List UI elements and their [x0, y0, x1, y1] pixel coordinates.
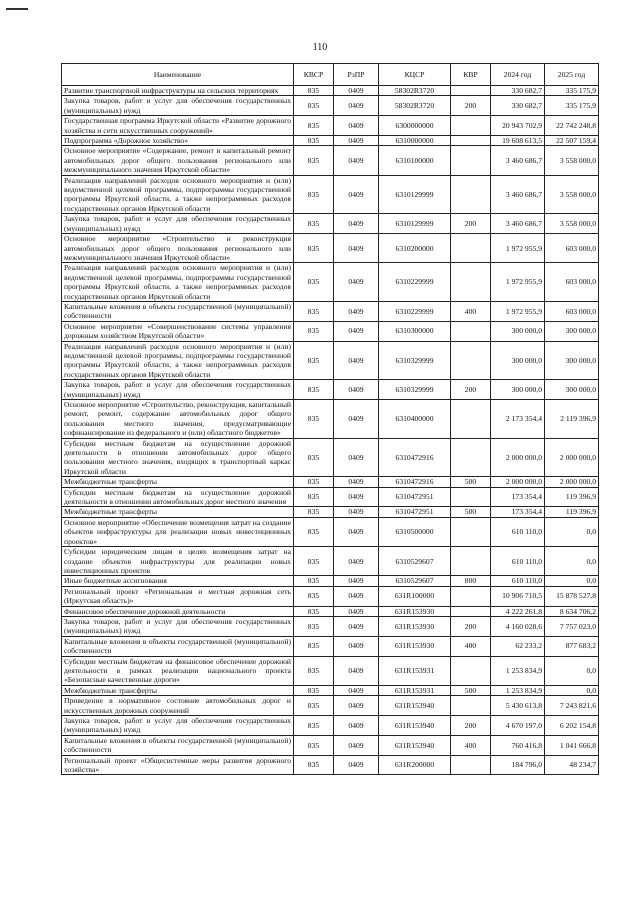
row-kvr: [451, 400, 491, 439]
row-name: Региональный проект «Региональная и местная дорожная сеть (Иркутская область)»: [62, 586, 294, 606]
row-kvr: 200: [451, 616, 491, 636]
row-value-2024: 184 796,0: [491, 755, 545, 775]
row-rzpr: 0409: [334, 616, 379, 636]
row-rzpr: 0409: [334, 576, 379, 586]
budget-table: [61, 63, 599, 775]
table-row: [62, 400, 599, 439]
row-kcsr: 6310129999: [379, 214, 451, 234]
row-kvsr: 835: [294, 547, 334, 576]
row-kvsr: 835: [294, 341, 334, 380]
row-value-2024: 1 972 955,9: [491, 301, 545, 321]
row-value-2024: 3 460 686,7: [491, 214, 545, 234]
row-kvr: [451, 263, 491, 302]
row-kvsr: 835: [294, 301, 334, 321]
row-kcsr: 6310000000: [379, 136, 451, 146]
table-row: [62, 234, 599, 263]
row-value-2025: 877 683,2: [545, 636, 599, 656]
row-kvr: 500: [451, 685, 491, 695]
row-rzpr: 0409: [334, 656, 379, 685]
row-name: Закупка товаров, работ и услуг для обеспечения государственных (муниципальных) нужд: [62, 214, 294, 234]
table-row: [62, 507, 599, 517]
table-row: [62, 175, 599, 214]
row-rzpr: 0409: [334, 685, 379, 695]
row-rzpr: 0409: [334, 606, 379, 616]
table-row: [62, 96, 599, 116]
row-value-2025: 300 000,0: [545, 321, 599, 341]
row-kcsr: 6310472951: [379, 487, 451, 507]
row-rzpr: 0409: [334, 755, 379, 775]
row-rzpr: 0409: [334, 507, 379, 517]
table-row: [62, 547, 599, 576]
row-kvsr: 835: [294, 214, 334, 234]
row-kcsr: 58302R3720: [379, 96, 451, 116]
row-name: Основное мероприятие «Строительство и реконструкция автомобильных дорог общего пользования регионального или межмуниципального значения Иркутской области»: [62, 234, 294, 263]
row-value-2024: 20 943 702,9: [491, 116, 545, 136]
row-kvr: 800: [451, 576, 491, 586]
row-kcsr: 631R153931: [379, 656, 451, 685]
row-rzpr: 0409: [334, 234, 379, 263]
row-name: Основное мероприятие «Содержание, ремонт и капитальный ремонт автомобильных дорог общего пользования регионального или межмуниципального значения Иркутской области»: [62, 146, 294, 175]
row-name: Развитие транспортной инфраструктуры на сельских территориях: [62, 86, 294, 96]
row-kcsr: 631R100000: [379, 586, 451, 606]
row-kvr: [451, 696, 491, 716]
row-value-2025: 603 000,0: [545, 301, 599, 321]
table-row: [62, 656, 599, 685]
row-kvr: [451, 321, 491, 341]
row-value-2024: 1 972 955,9: [491, 234, 545, 263]
row-kvr: 200: [451, 380, 491, 400]
row-kvsr: 835: [294, 400, 334, 439]
row-rzpr: 0409: [334, 136, 379, 146]
row-kvr: 500: [451, 507, 491, 517]
row-name: Капитальные вложения в объекты государственной (муниципальной) собственности: [62, 301, 294, 321]
row-kvsr: 835: [294, 517, 334, 546]
row-kvsr: 835: [294, 685, 334, 695]
table-row: [62, 755, 599, 775]
row-name: Государственная программа Иркутской области «Развитие дорожного хозяйства и сети искусственных сооружений»: [62, 116, 294, 136]
row-kvr: [451, 586, 491, 606]
row-kvr: [451, 438, 491, 477]
row-rzpr: 0409: [334, 400, 379, 439]
row-kvsr: 835: [294, 636, 334, 656]
row-kcsr: 6310100000: [379, 146, 451, 175]
table-row: [62, 438, 599, 477]
row-rzpr: 0409: [334, 735, 379, 755]
row-rzpr: 0409: [334, 116, 379, 136]
row-kcsr: 6310200000: [379, 234, 451, 263]
row-kcsr: 6310300000: [379, 321, 451, 341]
table-row: [62, 116, 599, 136]
row-rzpr: 0409: [334, 341, 379, 380]
row-value-2025: 603 000,0: [545, 263, 599, 302]
header-kvr: КВР: [451, 64, 491, 86]
page-number: 110: [312, 42, 328, 53]
header-2024: 2024 год: [491, 64, 545, 86]
row-kcsr: 58302R3720: [379, 86, 451, 96]
row-rzpr: 0409: [334, 146, 379, 175]
row-name: Закупка товаров, работ и услуг для обеспечения государственных (муниципальных) нужд: [62, 380, 294, 400]
table-row: [62, 301, 599, 321]
row-value-2025: 0,0: [545, 517, 599, 546]
row-name: Субсидии местным бюджетам на финансовое обеспечение дорожной деятельности в рамках реализации национального проекта «Безопасные качественные дороги»: [62, 656, 294, 685]
row-value-2024: 610 110,0: [491, 517, 545, 546]
row-value-2024: 2 000 000,0: [491, 438, 545, 477]
row-value-2025: 300 000,0: [545, 341, 599, 380]
table-row: [62, 685, 599, 695]
table-row: [62, 214, 599, 234]
row-rzpr: 0409: [334, 517, 379, 546]
row-kvsr: 835: [294, 716, 334, 736]
row-value-2024: 610 110,0: [491, 576, 545, 586]
table-row: [62, 636, 599, 656]
row-value-2024: 4 160 028,6: [491, 616, 545, 636]
row-name: Приведение в нормативное состояние автомобильных дорог и искусственных дорожных сооружений: [62, 696, 294, 716]
row-name: Основное мероприятие «Совершенствование системы управления дорожным хозяйством Иркутской области»: [62, 321, 294, 341]
row-name: Закупка товаров, работ и услуг для обеспечения государственных (муниципальных) нужд: [62, 716, 294, 736]
row-kvsr: 835: [294, 86, 334, 96]
row-value-2024: 4 222 261,8: [491, 606, 545, 616]
row-value-2025: 1 041 666,8: [545, 735, 599, 755]
table-row: [62, 735, 599, 755]
header-name: Наименование: [62, 64, 294, 86]
row-kvsr: 835: [294, 696, 334, 716]
table-row: [62, 606, 599, 616]
header-rzpr: РзПР: [334, 64, 379, 86]
row-rzpr: 0409: [334, 438, 379, 477]
table-row: [62, 146, 599, 175]
row-kvsr: 835: [294, 380, 334, 400]
row-kcsr: 6310500000: [379, 517, 451, 546]
row-value-2024: 330 682,7: [491, 96, 545, 116]
row-kcsr: 6310472916: [379, 477, 451, 487]
row-kvr: [451, 517, 491, 546]
row-kcsr: 631R200000: [379, 755, 451, 775]
row-rzpr: 0409: [334, 175, 379, 214]
row-rzpr: 0409: [334, 487, 379, 507]
row-rzpr: 0409: [334, 86, 379, 96]
row-kcsr: 6310529607: [379, 547, 451, 576]
row-value-2024: 610 110,0: [491, 547, 545, 576]
row-kcsr: 631R153940: [379, 696, 451, 716]
row-value-2025: 0,0: [545, 685, 599, 695]
row-value-2025: 300 000,0: [545, 380, 599, 400]
row-value-2024: 2 173 354,4: [491, 400, 545, 439]
table-row: [62, 136, 599, 146]
table-row: [62, 86, 599, 96]
row-kvsr: 835: [294, 136, 334, 146]
row-value-2025: 7 757 023,0: [545, 616, 599, 636]
row-rzpr: 0409: [334, 321, 379, 341]
row-value-2024: 330 682,7: [491, 86, 545, 96]
row-name: Субсидии юридическим лицам в целях возмещения затрат на создание объектов инфраструктуры для реализации новых инвестиционных проектов: [62, 547, 294, 576]
row-kvr: [451, 606, 491, 616]
row-value-2025: 335 175,9: [545, 96, 599, 116]
row-value-2025: 48 234,7: [545, 755, 599, 775]
row-kvr: [451, 487, 491, 507]
row-kvr: [451, 656, 491, 685]
row-kvsr: 835: [294, 146, 334, 175]
row-kvr: [451, 175, 491, 214]
row-rzpr: 0409: [334, 477, 379, 487]
row-name: Иные бюджетные ассигнования: [62, 576, 294, 586]
row-kvr: [451, 136, 491, 146]
row-name: Межбюджетные трансферты: [62, 477, 294, 487]
row-name: Межбюджетные трансферты: [62, 507, 294, 517]
row-name: Субсидии местным бюджетам на осуществление дорожной деятельности в отношении автомобильных дорог местного значения: [62, 487, 294, 507]
row-kvr: [451, 116, 491, 136]
row-value-2025: 603 000,0: [545, 234, 599, 263]
row-name: Закупка товаров, работ и услуг для обеспечения государственных (муниципальных) нужд: [62, 616, 294, 636]
row-value-2025: 6 202 154,8: [545, 716, 599, 736]
row-kvr: 400: [451, 636, 491, 656]
row-kcsr: 631R153930: [379, 606, 451, 616]
row-name: Реализация направлений расходов основного мероприятия и (или) ведомственной целевой программы, подпрограммы государственной программы Иркутской области, а также непрограммных расходов государственных органов Иркутской области: [62, 263, 294, 302]
row-kvsr: 835: [294, 175, 334, 214]
row-kcsr: 6300000000: [379, 116, 451, 136]
row-kvsr: 835: [294, 507, 334, 517]
row-kvsr: 835: [294, 755, 334, 775]
row-name: Реализация направлений расходов основного мероприятия и (или) ведомственной целевой программы, подпрограммы государственной программы Иркутской области, а также непрограммных расходов государственных органов Иркутской области: [62, 341, 294, 380]
row-value-2025: 0,0: [545, 547, 599, 576]
row-kvsr: 835: [294, 576, 334, 586]
row-name: Финансовое обеспечение дорожной деятельности: [62, 606, 294, 616]
row-kvsr: 835: [294, 616, 334, 636]
row-kcsr: 6310329999: [379, 341, 451, 380]
row-value-2024: 62 233,2: [491, 636, 545, 656]
table-row: [62, 616, 599, 636]
row-kvsr: 835: [294, 96, 334, 116]
table-header-row: [62, 64, 599, 86]
row-kvr: [451, 146, 491, 175]
row-value-2024: 1 253 834,9: [491, 656, 545, 685]
row-rzpr: 0409: [334, 696, 379, 716]
row-kvr: 400: [451, 301, 491, 321]
row-value-2024: 5 430 613,8: [491, 696, 545, 716]
row-kvr: 400: [451, 735, 491, 755]
table-row: [62, 696, 599, 716]
row-kvr: 200: [451, 214, 491, 234]
row-value-2024: 173 354,4: [491, 487, 545, 507]
row-kcsr: 6310229999: [379, 263, 451, 302]
row-kvr: [451, 547, 491, 576]
row-value-2025: 3 558 000,0: [545, 214, 599, 234]
row-kvr: [451, 755, 491, 775]
row-kvsr: 835: [294, 438, 334, 477]
table-row: [62, 380, 599, 400]
row-name: Основное мероприятие «Обеспечение возмещения затрат на создание объектов инфраструктуры для реализации новых инвестиционных проектов»: [62, 517, 294, 546]
row-rzpr: 0409: [334, 380, 379, 400]
row-kvr: 500: [451, 477, 491, 487]
row-kcsr: 631R153930: [379, 636, 451, 656]
table-row: [62, 487, 599, 507]
row-value-2025: 2 119 396,9: [545, 400, 599, 439]
row-kcsr: 6310529607: [379, 576, 451, 586]
row-value-2024: 1 972 955,9: [491, 263, 545, 302]
row-value-2025: 335 175,9: [545, 86, 599, 96]
row-value-2025: 119 396,9: [545, 507, 599, 517]
row-kvr: 200: [451, 716, 491, 736]
table-row: [62, 477, 599, 487]
table-row: [62, 517, 599, 546]
row-kvsr: 835: [294, 656, 334, 685]
table-row: [62, 576, 599, 586]
row-value-2025: 22 507 159,4: [545, 136, 599, 146]
row-value-2025: 2 000 000,0: [545, 477, 599, 487]
row-kvsr: 835: [294, 477, 334, 487]
row-rzpr: 0409: [334, 263, 379, 302]
row-value-2024: 3 460 686,7: [491, 146, 545, 175]
row-value-2025: 3 558 000,0: [545, 146, 599, 175]
row-value-2025: 7 243 821,6: [545, 696, 599, 716]
row-value-2025: 3 558 000,0: [545, 175, 599, 214]
row-name: Подпрограмма «Дорожное хозяйство»: [62, 136, 294, 146]
row-rzpr: 0409: [334, 96, 379, 116]
row-kcsr: 6310472951: [379, 507, 451, 517]
table-row: [62, 263, 599, 302]
row-value-2025: 22 742 248,8: [545, 116, 599, 136]
row-value-2024: 300 000,0: [491, 321, 545, 341]
row-name: Межбюджетные трансферты: [62, 685, 294, 695]
row-rzpr: 0409: [334, 547, 379, 576]
row-value-2024: 1 253 834,9: [491, 685, 545, 695]
row-value-2024: 4 670 197,0: [491, 716, 545, 736]
row-rzpr: 0409: [334, 586, 379, 606]
row-kvsr: 835: [294, 606, 334, 616]
row-kvsr: 835: [294, 487, 334, 507]
row-kvsr: 835: [294, 116, 334, 136]
table-row: [62, 341, 599, 380]
row-rzpr: 0409: [334, 214, 379, 234]
row-value-2025: 15 878 527,8: [545, 586, 599, 606]
row-value-2024: 300 000,0: [491, 380, 545, 400]
row-name: Основное мероприятие «Строительство, реконструкция, капитальный ремонт, ремонт, содержание автомобильных дорог общего пользования местного значения, предусматривающие софинансирование из федерального и (или) областного бюджетов»: [62, 400, 294, 439]
row-value-2025: 8 634 706,2: [545, 606, 599, 616]
row-name: Капитальные вложения в объекты государственной (муниципальной) собственности: [62, 636, 294, 656]
row-value-2024: 10 906 710,5: [491, 586, 545, 606]
row-name: Реализация направлений расходов основного мероприятия и (или) ведомственной целевой программы, подпрограммы государственной программы Иркутской области, а также непрограммных расходов государственных органов Иркутской области: [62, 175, 294, 214]
row-kcsr: 6310472916: [379, 438, 451, 477]
row-kvr: 200: [451, 96, 491, 116]
row-name: Капитальные вложения в объекты государственной (муниципальной) собственности: [62, 735, 294, 755]
row-kcsr: 631R153931: [379, 685, 451, 695]
row-value-2024: 300 000,0: [491, 341, 545, 380]
row-kcsr: 631R153930: [379, 616, 451, 636]
row-rzpr: 0409: [334, 301, 379, 321]
row-value-2024: 2 000 000,0: [491, 477, 545, 487]
row-kvsr: 835: [294, 321, 334, 341]
row-kvsr: 835: [294, 586, 334, 606]
row-kcsr: 6310329999: [379, 380, 451, 400]
row-kcsr: 6310229999: [379, 301, 451, 321]
row-kcsr: 6310400000: [379, 400, 451, 439]
header-kcsr: КЦСР: [379, 64, 451, 86]
row-value-2024: 19 608 613,5: [491, 136, 545, 146]
row-name: Закупка товаров, работ и услуг для обеспечения государственных (муниципальных) нужд: [62, 96, 294, 116]
row-kcsr: 631R153940: [379, 735, 451, 755]
header-2025: 2025 год: [545, 64, 599, 86]
row-name: Региональный проект «Общесистемные меры развития дорожного хозяйства»: [62, 755, 294, 775]
header-kvsr: КВСР: [294, 64, 334, 86]
table-row: [62, 586, 599, 606]
table-row: [62, 716, 599, 736]
row-value-2024: 173 354,4: [491, 507, 545, 517]
row-kcsr: 631R153940: [379, 716, 451, 736]
row-kcsr: 6310129999: [379, 175, 451, 214]
row-kvsr: 835: [294, 735, 334, 755]
row-name: Субсидии местным бюджетам на осуществление дорожной деятельности в отношении автомобильных дорог общего пользования местного значения, входящих в транспортный каркас Иркутской области: [62, 438, 294, 477]
row-kvsr: 835: [294, 234, 334, 263]
row-value-2024: 3 460 686,7: [491, 175, 545, 214]
row-value-2025: 0,0: [545, 656, 599, 685]
table-row: [62, 321, 599, 341]
scan-mark: [6, 8, 28, 10]
row-kvr: [451, 341, 491, 380]
row-kvr: [451, 234, 491, 263]
row-kvr: [451, 86, 491, 96]
table-body: [62, 86, 599, 775]
row-value-2025: 0,0: [545, 576, 599, 586]
row-value-2025: 2 000 000,0: [545, 438, 599, 477]
row-value-2024: 760 416,8: [491, 735, 545, 755]
row-kvsr: 835: [294, 263, 334, 302]
row-value-2025: 119 396,9: [545, 487, 599, 507]
row-rzpr: 0409: [334, 716, 379, 736]
row-rzpr: 0409: [334, 636, 379, 656]
